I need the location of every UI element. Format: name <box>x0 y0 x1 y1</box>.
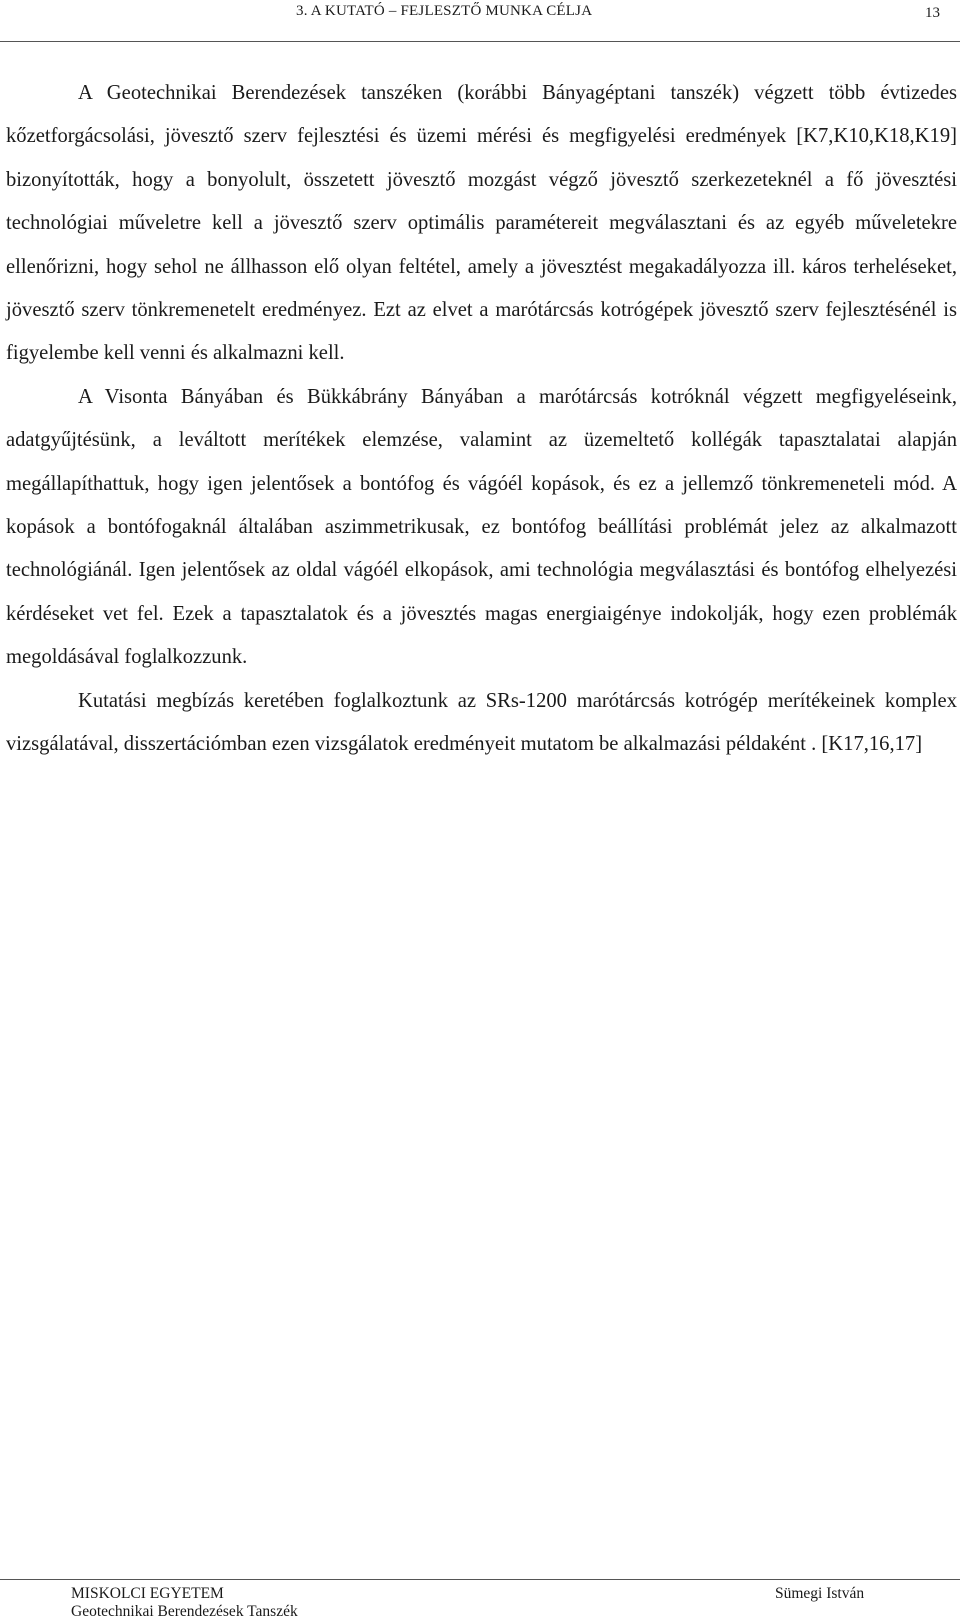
chapter-title: 3. A KUTATÓ – FEJLESZTŐ MUNKA CÉLJA <box>296 3 593 19</box>
page-number: 13 <box>925 5 940 21</box>
body-text <box>6 72 957 767</box>
footer-department: Geotechnikai Berendezések Tanszék <box>71 1603 298 1620</box>
paragraph: A Visonta Bányában és Bükkábrány Bányában a marótárcsás kotróknál végzett megfigyeléseink, adatgyűjtésünk, a leváltott merítékek elemzése, valamint az üzemeltető kollégák tapasztalatai alapján megállapíthattuk, hogy igen jelentősek a bontófog és vágóél kopások, és ez a jellemző tönkremeneteli mód. A kopások a bontófogaknál általában aszimmetrikusak, ez bontófog beállítási problémát jelez az alkalmazott technológiánál. Igen jelentősek az oldal vágóél elkopások, ami technológia megválasztási és bontófog elhelyezési kérdéseket vet fel. Ezek a tapasztalatok és a jövesztés magas energiaigénye indokolják, hogy ezen problémák megoldásával foglalkozzunk. <box>6 385 957 669</box>
footer-author: Sümegi István <box>775 1585 865 1602</box>
page-footer <box>0 1579 960 1622</box>
footer-university: MISKOLCI EGYETEM <box>71 1585 224 1602</box>
page-header <box>0 0 960 42</box>
paragraph: A Geotechnikai Berendezések tanszéken (korábbi Bányagéptani tanszék) végzett több évtizedes kőzetforgácsolási, jövesztő szerv fejlesztési és üzemi mérési és megfigyelési eredmények [K7,K10,K18,K19] bizonyították, hogy a bonyolult, összetett jövesztő mozgást végző jövesztő szerkezeteknél a fő jövesztési technológiai műveletre kell a jövesztő szerv optimális paramétereit megválasztani és az egyéb műveletekre ellenőrizni, hogy sehol ne állhasson elő olyan feltétel, amely a jövesztést megakadályozza ill. káros terheléseket, jövesztő szerv tönkremenetelt eredményez. Ezt az elvet a marótárcsás kotrógépek jövesztő szerv fejlesztésénél is figyelembe kell venni és alkalmazni kell. <box>6 82 957 365</box>
paragraph: Kutatási megbízás keretében foglalkoztunk az SRs-1200 marótárcsás kotrógép merítékeinek komplex vizsgálatával, disszertációmban ezen vizsgálatok eredményeit mutatom be alkalmazási példaként . [K17,16,17] <box>6 689 957 756</box>
